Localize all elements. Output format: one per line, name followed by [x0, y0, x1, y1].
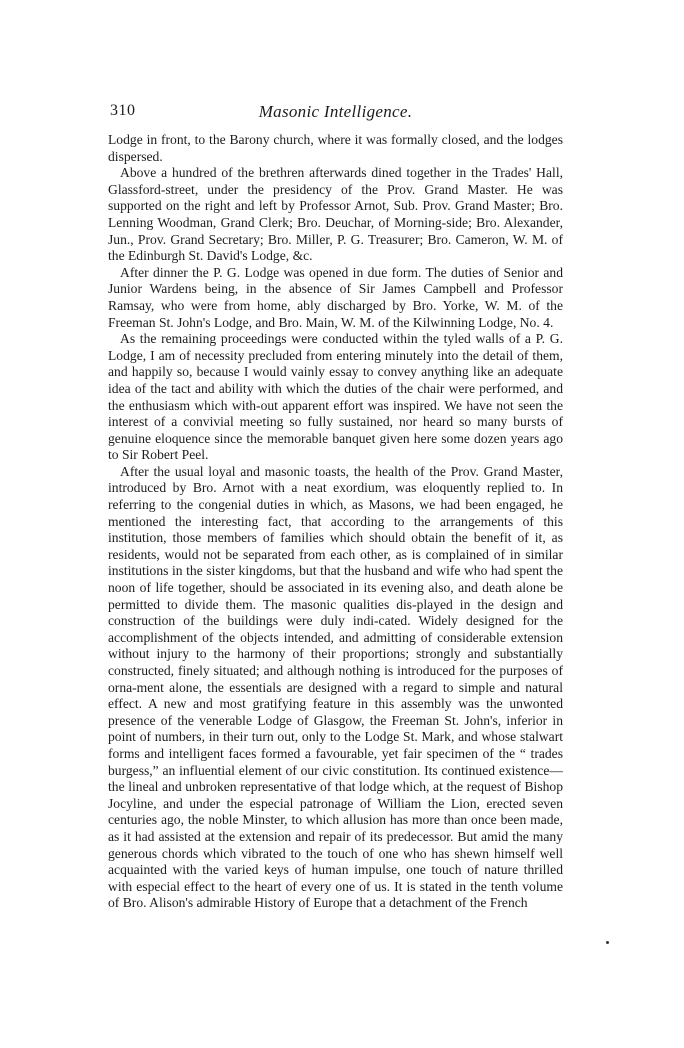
paragraph-lodge-opened: After dinner the P. G. Lodge was opened in due form. The duties of Senior and Junior Wardens being, in the absence of Sir James Campbell and Professor Ramsay, who were from home, ably discharged by Bro. Yorke, W. M. of the Freeman St. John's Lodge, and Bro. Main, W. M. of the Kilwinning Lodge, No. 4. — [108, 264, 563, 330]
paragraph-dinner: Above a hundred of the brethren afterwards dined together in the Trades' Hall, Glassford-street, under the presidency of the Prov. Grand Master. He was supported on the right and left by Professor Arnot, Sub. Prov. Grand Master; Bro. Lenning Woodman, Grand Clerk; Bro. Deuchar, of Morning-side; Bro. Alexander, Jun., Prov. Grand Secretary; Bro. Miller, P. G. Treasurer; Bro. Cameron, W. M. of the Edinburgh St. David's Lodge, &c. — [108, 165, 563, 264]
ink-dot-mark — [606, 941, 609, 944]
paragraph-continued: Lodge in front, to the Barony church, where it was formally closed, and the lodges dispersed. — [108, 132, 563, 164]
book-page — [108, 102, 563, 912]
paragraph-proceedings: As the remaining proceedings were conducted within the tyled walls of a P. G. Lodge, I am of necessity precluded from entering minutely into the detail of them, and happily so, because I would vainly essay to convey anything like an adequate idea of the tact and ability with which the duties of the chair were performed, and the enthusiasm which with-out apparent effort was inspired. We have not seen the interest of a convivial meeting so fully sustained, nor heard so many bursts of genuine eloquence since the memorable banquet given here some dozen years ago to Sir Robert Peel. — [108, 331, 563, 463]
running-head — [108, 102, 563, 126]
paragraph-toasts: After the usual loyal and masonic toasts, the health of the Prov. Grand Master, introduced by Bro. Arnot with a neat exordium, was eloquently replied to. In referring to the congenial duties in which, as Masons, we had been engaged, he mentioned the interesting fact, that according to the arrangements of this institution, those members of families which should obtain the benefit of it, as residents, would not be separated from each other, as is complained of in similar institutions in the sister kingdoms, but that the husband and wife who had spent the noon of life together, should be associated in its evening also, and death alone be permitted to divide them. The masonic qualities dis-played in the design and construction of the buildings were duly indi-cated. Widely designed for the accomplishment of the objects intended, and admitting of considerable extension without injury to the harmony of their proportions; strongly and substantially constructed, finely situated; and although nothing is introduced for the purposes of orna-ment alone, the essentials are designed with a regard to simple and natural effect. A new and most gratifying feature in this assembly was the unwonted presence of the venerable Lodge of Glasgow, the Freeman St. John's, inferior in point of numbers, in their turn out, only to the Lodge St. Mark, and whose stalwart forms and intelligent faces formed a favourable, yet fair specimen of the “ trades burgess,” an influential element of our civic constitution. Its continued existence—the lineal and unbroken representative of that lodge which, at the request of Bishop Jocyline, and under the especial patronage of William the Lion, erected seven centuries ago, the noble Minster, to which allusion has more than once been made, as it had assisted at the extension and repair of its predecessor. But amid the many generous chords which vibrated to the touch of one who has shewn himself well acquainted with the varied keys of human impulse, one touch of nature thrilled with especial effect to the heart of every one of us. It is stated in the tenth volume of Bro. Alison's admirable History of Europe that a detachment of the French — [108, 463, 563, 911]
page-number: 310 — [110, 102, 136, 119]
body-text — [108, 132, 563, 912]
running-title: Masonic Intelligence. — [258, 102, 413, 121]
